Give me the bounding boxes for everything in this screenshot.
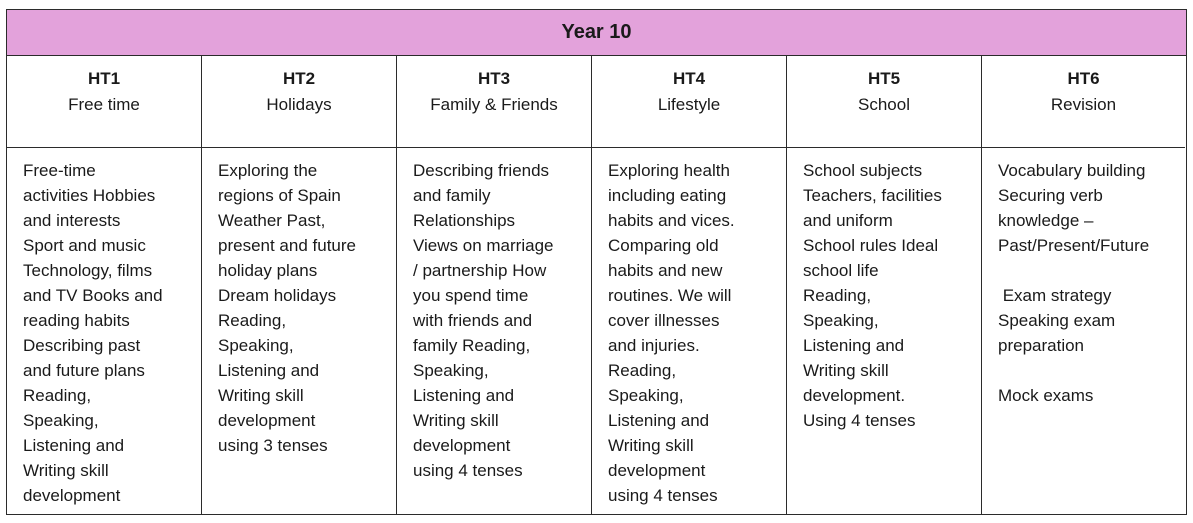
term-content <box>982 158 1185 408</box>
content-line: Using 4 tenses <box>803 411 916 430</box>
content-line: Reading, <box>218 311 287 330</box>
content-line: development. <box>803 386 906 405</box>
term-code: HT4 <box>672 69 706 88</box>
content-line: present and future <box>218 236 356 255</box>
content-line: Views on marriage <box>413 236 554 255</box>
content-line: activities Hobbies <box>23 186 156 205</box>
content-line: Comparing old <box>608 236 719 255</box>
term-column <box>787 56 982 514</box>
term-topic: Free time <box>68 95 140 114</box>
content-line: Listening and <box>23 436 125 455</box>
content-line: Describing friends <box>413 161 550 180</box>
term-topic: Family & Friends <box>430 95 558 114</box>
content-line: Writing skill <box>803 361 889 380</box>
content-line: Technology, films <box>23 261 153 280</box>
content-line: Exam strategy <box>998 286 1112 305</box>
content-line: Past/Present/Future <box>998 236 1150 255</box>
term-content <box>202 158 396 458</box>
content-line: School subjects <box>803 161 923 180</box>
content-line: Writing skill <box>413 411 499 430</box>
term-header <box>592 56 786 148</box>
content-line: Securing verb <box>998 186 1103 205</box>
content-line: using 4 tenses <box>608 486 718 505</box>
content-line: reading habits <box>23 311 130 330</box>
content-line: using 4 tenses <box>413 461 523 480</box>
term-column <box>397 56 592 514</box>
content-line: Writing skill <box>608 436 694 455</box>
content-line: development <box>413 436 511 455</box>
content-line: Reading, <box>608 361 677 380</box>
content-line: and interests <box>23 211 121 230</box>
content-line: Weather Past, <box>218 211 326 230</box>
content-line: development <box>23 486 121 505</box>
content-line: Vocabulary building <box>998 161 1146 180</box>
content-line: Reading, <box>803 286 872 305</box>
content-line: Speaking exam <box>998 311 1116 330</box>
term-content <box>787 158 981 433</box>
content-line: Dream holidays <box>218 286 337 305</box>
term-code: HT2 <box>282 69 316 88</box>
term-column <box>7 56 202 514</box>
content-line: routines. We will <box>608 286 732 305</box>
content-line: with friends and <box>413 311 533 330</box>
content-line: Teachers, facilities <box>803 186 942 205</box>
content-line: including eating <box>608 186 727 205</box>
term-column <box>982 56 1185 514</box>
content-line: School rules Ideal <box>803 236 939 255</box>
content-line: Exploring the <box>218 161 318 180</box>
content-line: Sport and music <box>23 236 146 255</box>
content-line: Listening and <box>803 336 905 355</box>
term-topic: School <box>858 95 910 114</box>
term-code: HT3 <box>477 69 511 88</box>
term-code: HT6 <box>1067 69 1100 88</box>
content-line <box>998 358 1177 383</box>
content-line: holiday plans <box>218 261 318 280</box>
content-line: Free-time <box>23 161 96 180</box>
content-line: Listening and <box>413 386 515 405</box>
content-line: Listening and <box>608 411 710 430</box>
content-line: Exploring health <box>608 161 730 180</box>
content-line: knowledge – <box>998 211 1094 230</box>
year-title: Year 10 <box>7 10 1186 56</box>
content-line: and family <box>413 186 491 205</box>
content-line: using 3 tenses <box>218 436 328 455</box>
content-line: habits and new <box>608 261 723 280</box>
content-line: development <box>608 461 706 480</box>
content-line: and TV Books and <box>23 286 163 305</box>
term-topic: Holidays <box>266 95 332 114</box>
content-line: school life <box>803 261 879 280</box>
content-line <box>998 258 1177 283</box>
content-line: and injuries. <box>608 336 700 355</box>
content-line: Relationships <box>413 211 516 230</box>
content-line: development <box>218 411 316 430</box>
content-line: Speaking, <box>413 361 489 380</box>
term-code: HT5 <box>867 69 901 88</box>
content-line: preparation <box>998 336 1085 355</box>
content-line: cover illnesses <box>608 311 720 330</box>
term-column <box>592 56 787 514</box>
term-content <box>592 158 786 508</box>
curriculum-table <box>6 9 1187 515</box>
content-line: Describing past <box>23 336 141 355</box>
content-line: Mock exams <box>998 386 1094 405</box>
content-line: Listening and <box>218 361 320 380</box>
term-column <box>202 56 397 514</box>
content-line: Speaking, <box>218 336 294 355</box>
term-header <box>397 56 591 148</box>
content-line: / partnership How <box>413 261 547 280</box>
content-line: family Reading, <box>413 336 531 355</box>
term-header <box>7 56 201 148</box>
content-line: Writing skill <box>23 461 109 480</box>
term-code: HT1 <box>87 69 121 88</box>
content-line: Writing skill <box>218 386 304 405</box>
term-content <box>397 158 591 483</box>
term-header <box>202 56 396 148</box>
content-line: habits and vices. <box>608 211 735 230</box>
term-topic: Lifestyle <box>657 95 721 114</box>
content-line: Reading, <box>23 386 92 405</box>
term-topic: Revision <box>1050 95 1117 114</box>
content-line: regions of Spain <box>218 186 341 205</box>
content-line: and future plans <box>23 361 145 380</box>
term-header <box>982 56 1185 148</box>
content-line: Speaking, <box>23 411 99 430</box>
content-line: Speaking, <box>608 386 684 405</box>
content-line: and uniform <box>803 211 893 230</box>
term-content <box>7 158 201 508</box>
content-line: you spend time <box>413 286 529 305</box>
term-header <box>787 56 981 148</box>
content-line: Speaking, <box>803 311 879 330</box>
